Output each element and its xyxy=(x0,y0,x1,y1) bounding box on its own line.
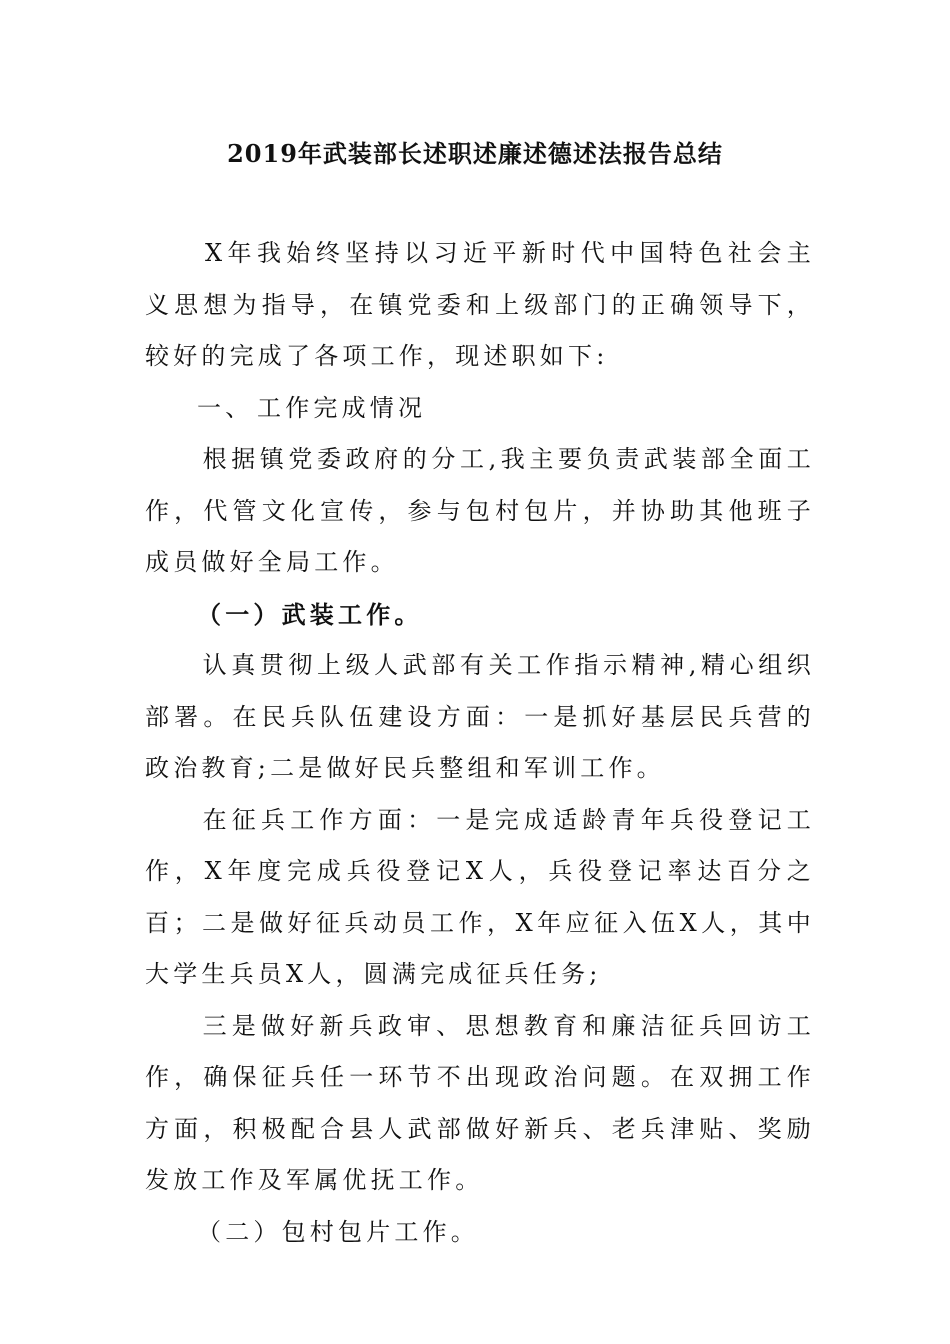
section-heading xyxy=(145,383,815,435)
subsection-heading-village: （二）包村包片工作。 xyxy=(197,1217,479,1246)
armed-work-paragraph: 认真贯彻上级人武部有关工作指示精神,精心组织部署。在民兵队伍建设方面：一是抓好基层民兵营的政治教育;二是做好民兵整组和军训工作。 xyxy=(145,651,815,782)
section-title: 工作完成情况 xyxy=(257,393,427,422)
duty-paragraph: 根据镇党委政府的分工,我主要负责武装部全面工作，代管文化宣传，参与包村包片，并协助其他班子成员做好全局工作。 xyxy=(145,445,815,576)
subsection-heading-armed: （一）武装工作。 xyxy=(197,599,423,629)
document-title: 2019年武装部长述职述廉述德述法报告总结 xyxy=(227,139,723,168)
third-point-paragraph: 三是做好新兵政审、思想教育和廉洁征兵回访工作，确保征兵任一环节不出现政治问题。在双拥工作方面，积极配合县人武部做好新兵、老兵津贴、奖励发放工作及军属优抚工作。 xyxy=(145,1011,815,1194)
conscription-paragraph: 在征兵工作方面：一是完成适龄青年兵役登记工作，X年度完成兵役登记X人，兵役登记率达百分之百；二是做好征兵动员工作，X年应征入伍X人，其中大学生兵员X人，圆满完成征兵任务; xyxy=(145,805,815,988)
document-body xyxy=(145,228,815,1258)
section-number: 一、 xyxy=(197,393,254,422)
intro-paragraph: X年我始终坚持以习近平新时代中国特色社会主义思想为指导，在镇党委和上级部门的正确领导下，较好的完成了各项工作，现述职如下: xyxy=(145,239,815,370)
